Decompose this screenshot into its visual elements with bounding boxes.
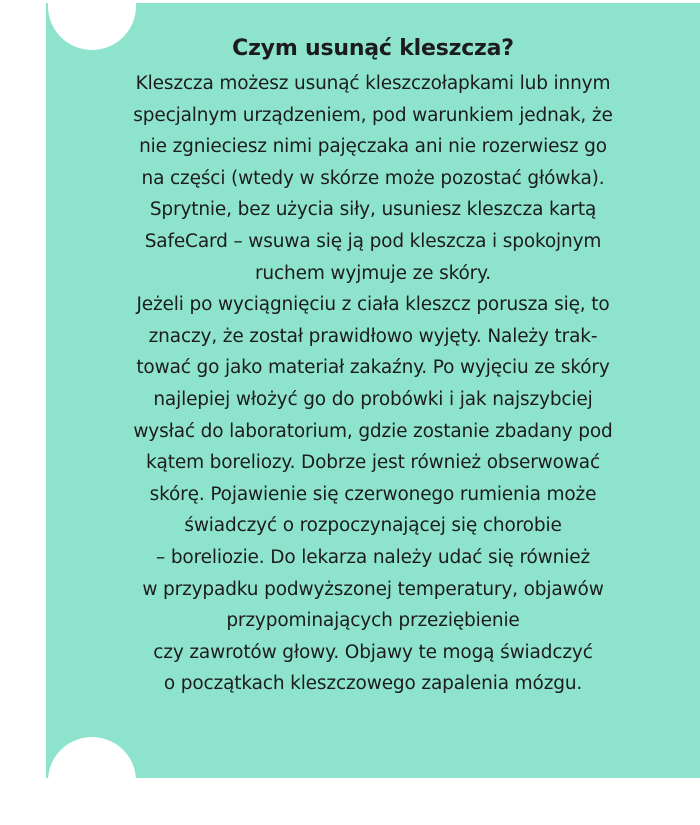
corner-notch-bottom-left	[48, 737, 136, 825]
text-line: ruchem wyjmuje ze skóry.	[254, 262, 492, 284]
panel-title: Czym usunąć kleszcza?	[232, 36, 514, 61]
body-text	[62, 68, 684, 700]
text-line: znaczy, że został prawidłowo wyjęty. Należy trak-	[148, 325, 598, 347]
text-line: przypominających przeziębienie	[226, 610, 520, 632]
text-line: Sprytnie, bez użycia siły, usuniesz kleszcza kartą	[149, 199, 597, 221]
text-line: na części (wtedy w skórze może pozostać główka).	[141, 167, 605, 189]
text-line: – boreliozie. Do lekarza należy udać się również	[155, 546, 591, 568]
text-line: tować go jako materiał zakaźny. Po wyjęciu ze skóry	[136, 357, 610, 379]
text-line: świadczyć o rozpoczynającej się chorobie	[184, 515, 562, 537]
panel-content	[62, 30, 684, 700]
text-line: Jeżeli po wyciągnięciu z ciała kleszcz porusza się, to	[136, 294, 610, 316]
text-line: kątem boreliozy. Dobrze jest również obserwować	[145, 452, 600, 474]
text-line: SafeCard – wsuwa się ją pod kleszcza i spokojnym	[144, 230, 602, 252]
text-line: w przypadku podwyższonej temperatury, objawów	[142, 578, 604, 600]
text-line: wysłać do laboratorium, gdzie zostanie zbadany pod	[133, 420, 613, 442]
text-line: o początkach kleszczowego zapalenia mózgu.	[163, 673, 583, 695]
text-line: czy zawrotów głowy. Objawy te mogą świadczyć	[153, 641, 593, 663]
text-line: Kleszcza możesz usunąć kleszczołapkami lub innym	[135, 73, 611, 94]
text-line: nie zgnieciesz nimi pajęczaka ani nie rozerwiesz go	[139, 136, 607, 158]
text-line: najlepiej włożyć go do probówki i jak najszybciej	[153, 388, 593, 410]
text-line: skórę. Pojawienie się czerwonego rumienia może	[149, 483, 597, 505]
text-line: specjalnym urządzeniem, pod warunkiem jednak, że	[133, 104, 613, 126]
